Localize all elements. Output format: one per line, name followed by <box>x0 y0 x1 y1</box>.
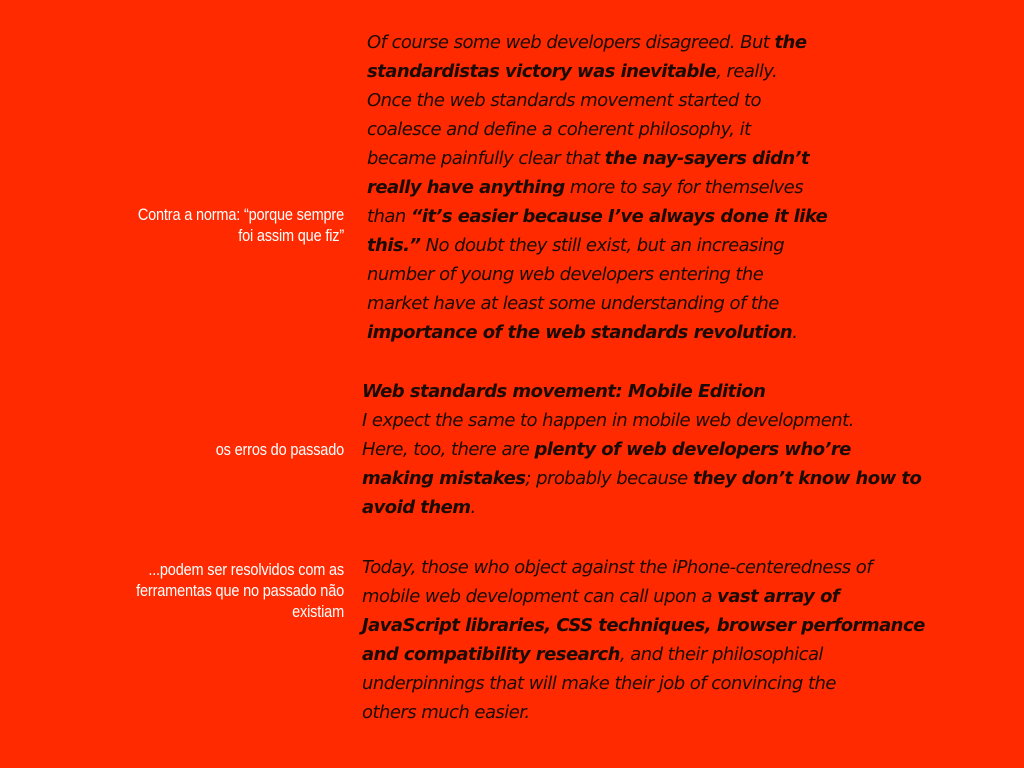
quote-emphasis: they don’t know how to <box>692 468 922 489</box>
margin-note-line: os erros do passado <box>215 441 344 459</box>
quote-line: I expect the same to happen in mobile web development. <box>362 410 854 431</box>
quote-line <box>362 640 925 669</box>
quote-line <box>362 435 921 464</box>
quote-line: market have at least some understanding of the <box>367 293 779 314</box>
quote-emphasis: vast array of <box>717 586 840 607</box>
margin-note-tools <box>124 560 344 623</box>
quote-text: , and their philosophical <box>619 644 823 665</box>
quote-text: Of course some web developers disagreed. But <box>367 32 775 53</box>
quote-text: became painfully clear that <box>367 148 605 169</box>
quote-web-standards <box>367 28 827 347</box>
quote-emphasis: this.” <box>367 235 421 256</box>
quote-text: . <box>792 322 798 343</box>
quote-mobile-edition <box>362 377 921 522</box>
quote-line <box>362 464 921 493</box>
quote-line: Once the web standards movement started to <box>367 90 761 111</box>
quote-line <box>362 493 921 522</box>
quote-emphasis: and compatibility research <box>362 644 620 665</box>
quote-line <box>367 28 827 57</box>
quote-emphasis: importance of the web standards revolution <box>367 322 793 343</box>
quote-line <box>367 173 827 202</box>
quote-line <box>362 611 925 640</box>
quote-text: more to say for themselves <box>564 177 804 198</box>
margin-note-tradition <box>124 205 344 247</box>
quote-line <box>367 202 827 231</box>
quote-emphasis: making mistakes <box>362 468 526 489</box>
quote-line: Today, those who object against the iPhone-centeredness of <box>362 557 873 578</box>
margin-note-past-errors <box>124 440 344 461</box>
quote-title: Web standards movement: Mobile Edition <box>362 381 766 402</box>
quote-line: others much easier. <box>362 702 530 723</box>
quote-tools-today <box>362 553 925 727</box>
quote-emphasis: avoid them <box>362 497 471 518</box>
quote-emphasis: standardistas victory was inevitable <box>367 61 717 82</box>
margin-note-line: existiam <box>292 603 344 621</box>
margin-note-line: ferramentas que no passado não <box>136 582 344 600</box>
quote-line <box>367 57 827 86</box>
quote-emphasis: the nay-sayers didn’t <box>604 148 810 169</box>
quote-text: Here, too, there are <box>362 439 535 460</box>
quote-emphasis: JavaScript libraries, CSS techniques, browser performance <box>362 615 925 636</box>
margin-note-line: foi assim que fiz” <box>238 227 344 245</box>
quote-emphasis: really have anything <box>367 177 565 198</box>
quote-line <box>367 318 827 347</box>
margin-note-line: Contra a norma: “porque sempre <box>137 206 344 224</box>
margin-note-line: ...podem ser resolvidos com as <box>148 561 344 579</box>
quote-emphasis: plenty of web developers who’re <box>534 439 851 460</box>
quote-emphasis: the <box>774 32 807 53</box>
quote-line: number of young web developers entering the <box>367 264 764 285</box>
quote-text: than <box>367 206 411 227</box>
quote-line: coalesce and define a coherent philosophy, it <box>367 119 751 140</box>
quote-line: underpinnings that will make their job of convincing the <box>362 673 836 694</box>
quote-text: . <box>470 497 476 518</box>
quote-line <box>367 231 827 260</box>
quote-text: , really. <box>716 61 778 82</box>
quote-text: ; probably because <box>525 468 693 489</box>
quote-emphasis: “it’s easier because I’ve always done it like <box>410 206 828 227</box>
quote-text: mobile web development can call upon a <box>362 586 718 607</box>
quote-line <box>367 144 827 173</box>
quote-text: No doubt they still exist, but an increasing <box>420 235 785 256</box>
quote-line <box>362 582 925 611</box>
